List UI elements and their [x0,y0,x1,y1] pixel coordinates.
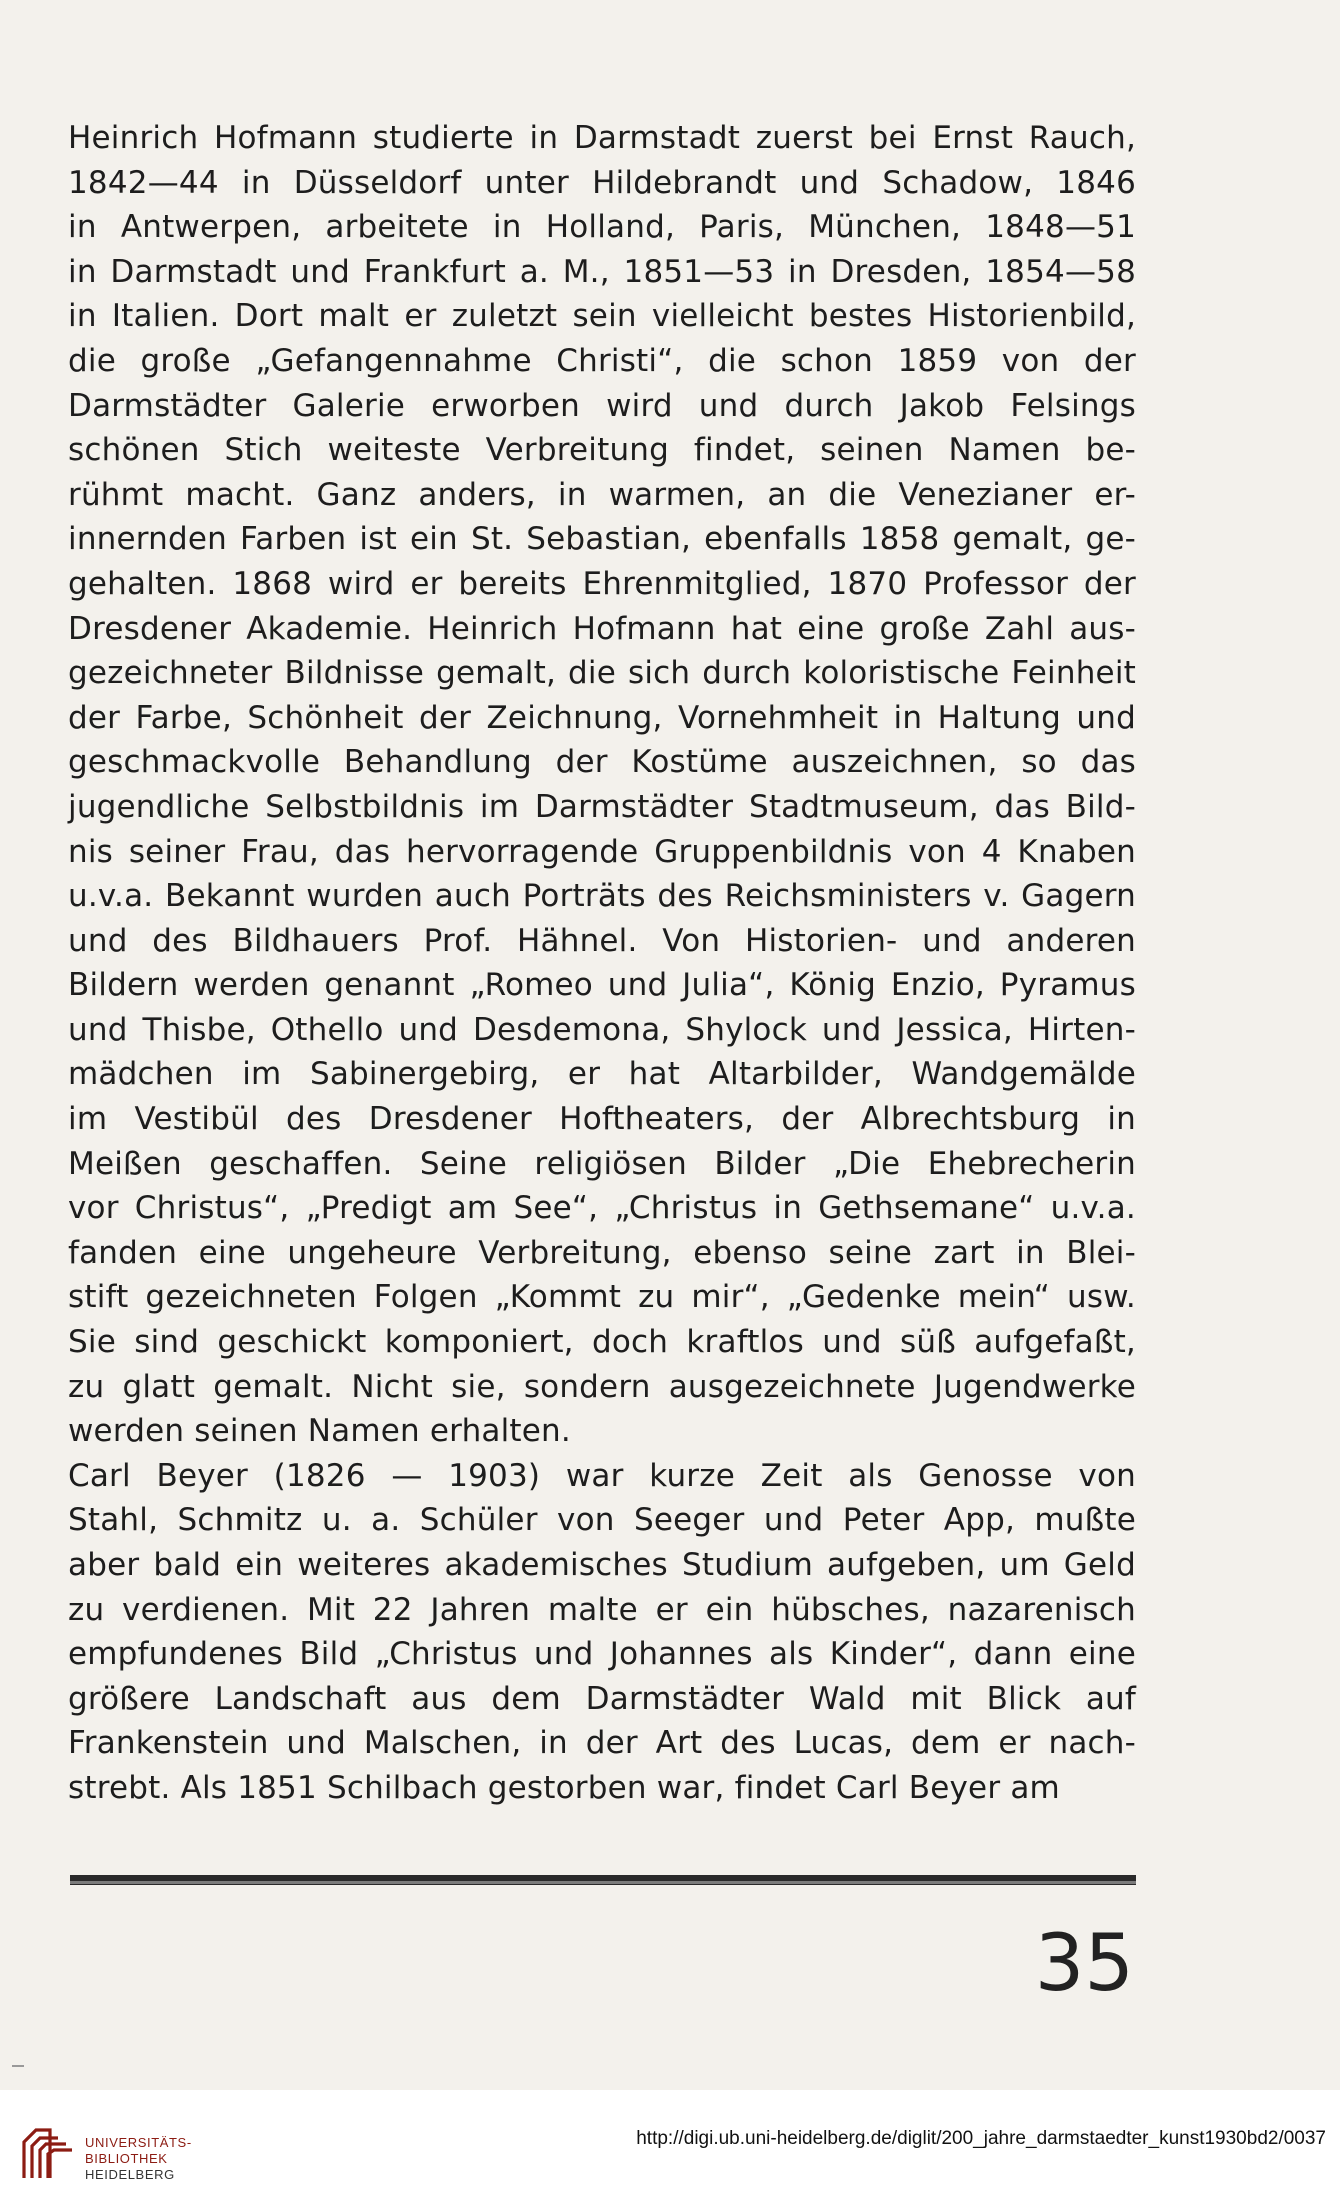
text-line: in Italien. Dort malt er zuletzt sein vielleicht bestes Historienbild, [68,298,1136,335]
text-line: Meißen geschaffen. Seine religiösen Bilder „Die Ehebrecherin [68,1145,1136,1182]
page-number: 35 [1034,1919,1134,2009]
text-line: u.v.a. Bekannt wurden auch Porträts des Reichsministers v. Gagern [68,878,1136,915]
text-line: 1842—44 in Düsseldorf unter Hildebrandt und Schadow, 1846 [68,164,1136,201]
text-line: der Farbe, Schönheit der Zeichnung, Vornehmheit in Haltung und [68,699,1136,736]
text-line: Heinrich Hofmann studierte in Darmstadt zuerst bei Ernst Rauch, [68,120,1136,156]
text-line: werden seinen Namen erhalten. [68,1413,571,1450]
library-name-line2: BIBLIOTHEK [85,2151,168,2166]
source-url-link[interactable]: http://digi.ub.uni-heidelberg.de/diglit/200_jahre_darmstaedter_kunst1930bd2/0037 [636,2128,1326,2149]
text-line: vor Christus“, „Predigt am See“, „Christus in Gethsemane“ u.v.a. [68,1190,1136,1227]
text-line: Sie sind geschickt komponiert, doch kraftlos und süß aufgefaßt, [68,1324,1136,1361]
text-line: größere Landschaft aus dem Darmstädter Wald mit Blick auf [68,1680,1136,1717]
text-line: Darmstädter Galerie erworben wird und durch Jakob Felsings [68,387,1136,424]
library-name-line1: UNIVERSITÄTS- [85,2135,192,2150]
text-line: im Vestibül des Dresdener Hoftheaters, der Albrechtsburg in [68,1101,1136,1138]
text-line: schönen Stich weiteste Verbreitung findet, seinen Namen be- [68,432,1136,469]
paragraph [68,116,1136,1454]
page-rule [70,1875,1136,1885]
text-line: Dresdener Akademie. Heinrich Hofmann hat eine große Zahl aus- [68,610,1136,647]
text-line: nis seiner Frau, das hervorragende Gruppenbildnis von 4 Knaben [68,833,1136,870]
body-text [68,116,1136,1811]
edge-mark [12,2065,24,2067]
text-line: stift gezeichneten Folgen „Kommt zu mir“, „Gedenke mein“ usw. [68,1279,1136,1316]
text-line: empfundenes Bild „Christus und Johannes als Kinder“, dann eine [68,1636,1136,1673]
text-line: mädchen im Sabinergebirg, er hat Altarbilder, Wandgemälde [68,1056,1136,1093]
library-logo-icon [16,2122,78,2184]
library-name [85,2135,192,2183]
text-line: und Thisbe, Othello und Desdemona, Shylock und Jessica, Hirten- [68,1011,1136,1048]
text-line: fanden eine ungeheure Verbreitung, ebenso seine zart in Blei- [68,1234,1136,1271]
text-line: die große „Gefangennahme Christi“, die schon 1859 von der [68,342,1136,379]
text-line: gezeichneter Bildnisse gemalt, die sich durch koloristische Feinheit [68,655,1136,692]
text-line: strebt. Als 1851 Schilbach gestorben war, findet Carl Beyer am [68,1769,1060,1806]
text-line: Bildern werden genannt „Romeo und Julia“, König Enzio, Pyramus [68,967,1136,1004]
text-line: innernden Farben ist ein St. Sebastian, ebenfalls 1858 gemalt, ge- [68,521,1136,558]
text-line: aber bald ein weiteres akademisches Studium aufgeben, um Geld [68,1547,1136,1583]
text-line: zu verdienen. Mit 22 Jahren malte er ein hübsches, nazarenisch [68,1591,1136,1628]
text-line: geschmackvolle Behandlung der Kostüme auszeichnen, so das [68,744,1136,781]
text-line: rühmt macht. Ganz anders, in warmen, an die Venezianer er- [68,476,1136,513]
text-line: in Antwerpen, arbeitete in Holland, Paris, München, 1848—51 [68,209,1136,246]
text-line: Stahl, Schmitz u. a. Schüler von Seeger und Peter App, mußte [68,1502,1136,1539]
footer-bar [0,2090,1340,2212]
text-line: Frankenstein und Malschen, in der Art des Lucas, dem er nach- [68,1725,1136,1762]
text-line: und des Bildhauers Prof. Hähnel. Von Historien- und anderen [68,922,1136,959]
text-line: in Darmstadt und Frankfurt a. M., 1851—53 in Dresden, 1854—58 [68,253,1136,290]
text-line: jugendliche Selbstbildnis im Darmstädter Stadtmuseum, das Bild- [68,788,1136,825]
library-name-line3: HEIDELBERG [85,2167,175,2182]
paragraph [68,1454,1136,1811]
text-line: zu glatt gemalt. Nicht sie, sondern ausgezeichnete Jugendwerke [68,1368,1136,1405]
text-line: gehalten. 1868 wird er bereits Ehrenmitglied, 1870 Professor der [68,565,1136,602]
text-line: Carl Beyer (1826 — 1903) war kurze Zeit als Genosse von [68,1457,1136,1494]
